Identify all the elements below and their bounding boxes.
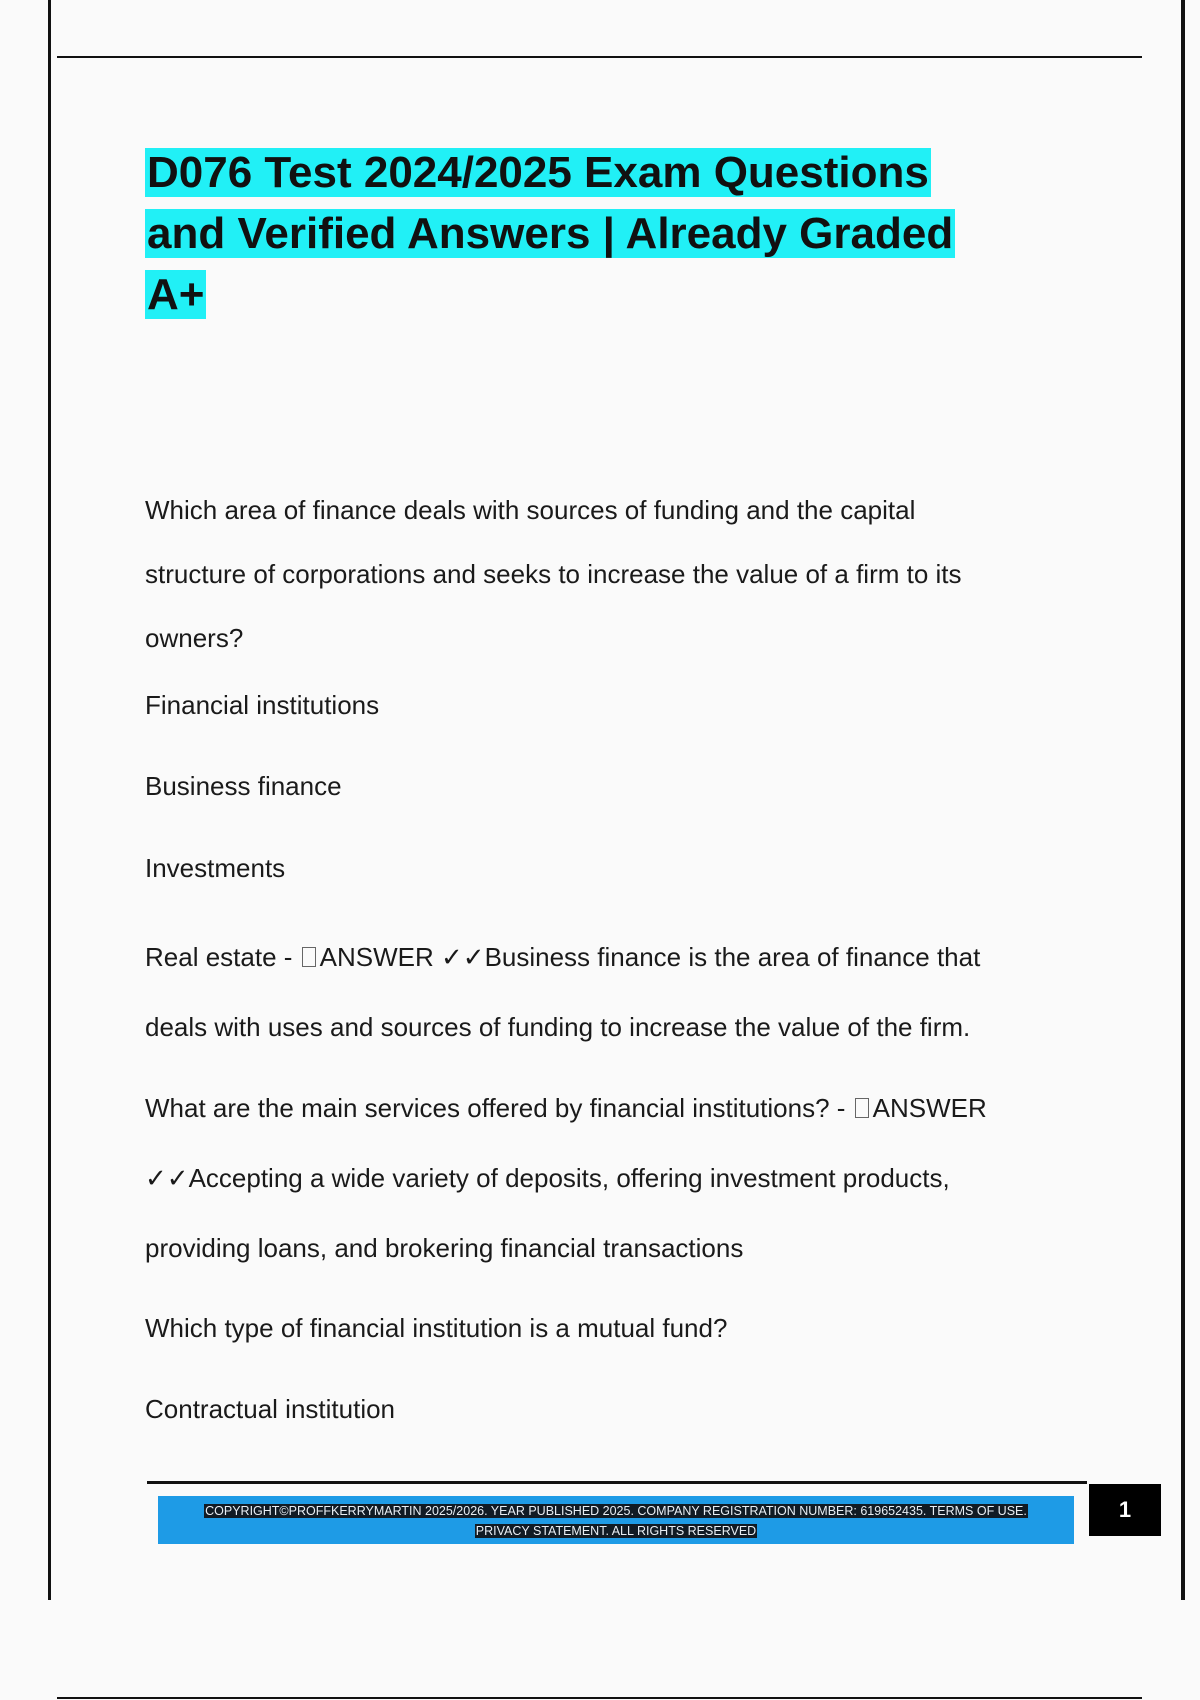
page-border-right bbox=[1181, 0, 1185, 1600]
copyright-notice bbox=[158, 1501, 1074, 1541]
footer-rule bbox=[147, 1481, 1087, 1484]
answer-label: ANSWER bbox=[872, 1093, 987, 1123]
page-border-left bbox=[48, 0, 51, 1600]
missing-glyph-box-icon bbox=[855, 1098, 869, 1118]
question-text: What are the main services offered by financial institutions? - bbox=[145, 1093, 853, 1123]
next-page-rule bbox=[57, 1697, 1142, 1699]
title-line: D076 Test 2024/2025 Exam Questions bbox=[147, 148, 929, 197]
answer-label: ANSWER ✓✓ bbox=[319, 942, 485, 972]
answer-option: Financial institutions bbox=[145, 690, 380, 720]
page-number: 1 bbox=[1089, 1484, 1161, 1536]
document-title bbox=[145, 142, 1065, 325]
answer-option: Real estate - bbox=[145, 942, 300, 972]
answer-option: Contractual institution bbox=[145, 1394, 396, 1424]
answer-option: Business finance bbox=[145, 771, 342, 801]
answer-option: Investments bbox=[145, 853, 286, 883]
copyright-line: PRIVACY STATEMENT. ALL RIGHTS RESERVED bbox=[475, 1524, 757, 1538]
header-rule bbox=[57, 56, 1142, 58]
question-3: Which type of financial institution is a mutual fund? bbox=[145, 1313, 728, 1343]
title-line: A+ bbox=[147, 270, 205, 319]
answer-text: deals with uses and sources of funding to increase the value of the firm. bbox=[145, 1012, 971, 1042]
answer-text: providing loans, and brokering financial transactions bbox=[145, 1233, 744, 1263]
title-line: and Verified Answers | Already Graded bbox=[147, 209, 954, 258]
question-1 bbox=[145, 478, 1065, 670]
answer-text: ✓✓Accepting a wide variety of deposits, offering investment products, bbox=[145, 1163, 950, 1193]
copyright-line: COPYRIGHT©PROFFKERRYMARTIN 2025/2026. YEAR PUBLISHED 2025. COMPANY REGISTRATION NUMBER: 619652435. TERMS OF USE. bbox=[205, 1504, 1027, 1518]
missing-glyph-box-icon bbox=[302, 947, 316, 967]
answer-block-1 bbox=[145, 922, 1065, 1062]
question-2 bbox=[145, 1073, 1065, 1283]
question-text: Which area of finance deals with sources of funding and the capital structure of corporations and seeks to increase the value of a firm to its owners? bbox=[145, 495, 962, 653]
answer-text: Business finance is the area of finance that bbox=[484, 942, 981, 972]
